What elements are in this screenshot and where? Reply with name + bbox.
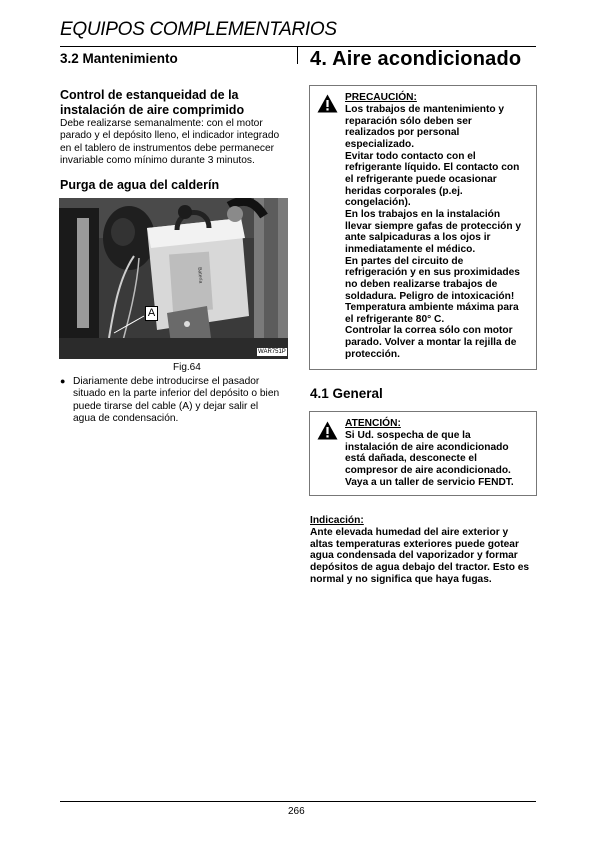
note-line: Ante elevada humedad del aire exterior y: [310, 527, 509, 538]
caution-line: heridas corporales (p.ej.: [345, 185, 463, 197]
header-rule: [60, 46, 536, 47]
caution-line: llevar siempre gafas de protección y: [345, 220, 522, 232]
attention-text: [345, 430, 535, 488]
caution-line: soldadura. Peligro de intoxicación!: [345, 290, 515, 302]
caution-line: Los trabajos de mantenimiento y: [345, 104, 505, 115]
attention-heading: ATENCIÓN:: [345, 418, 401, 429]
caution-line: refrigeración y en sus proximidades: [345, 267, 520, 279]
paragraph-line: parado y el depósito lleno, el indicador integrado: [60, 130, 280, 142]
caution-text: [345, 104, 535, 360]
subsection-general-title: 4.1 General: [310, 386, 383, 401]
caution-line: el refrigerante puede ocasionar: [345, 173, 497, 185]
caution-line: Temperatura ambiente máxima para: [345, 302, 519, 314]
figure-caption: Fig.64: [173, 362, 201, 373]
caution-line: En los trabajos en la instalación: [345, 208, 501, 220]
caution-line: protección.: [345, 348, 400, 360]
caution-line: En partes del circuito de: [345, 255, 464, 267]
column-divider: [297, 46, 298, 64]
attention-line: compresor de aire acondicionado.: [345, 464, 511, 476]
caution-line: especializado.: [345, 138, 415, 150]
figure-64-photo: [59, 198, 288, 359]
attention-line: Si Ud. sospecha de que la: [345, 430, 471, 441]
note-line: depósitos de agua debajo del tractor. Esto es: [310, 561, 530, 573]
subsection-air-tightness-title: Control de estanqueidad de la instalación de aire comprimido: [60, 88, 245, 117]
bullet-instruction: [73, 376, 298, 425]
caution-line: ante salpicaduras a los ojos ir: [345, 232, 491, 244]
caution-line: el refrigerante 80° C.: [345, 313, 445, 325]
paragraph-line: invariable como mínimo durante 3 minutos.: [60, 154, 255, 166]
note-line: agua condensada del vaporizador y formar: [310, 550, 518, 562]
caution-line: parado. Volver a montar la rejilla de: [345, 337, 517, 349]
bullet-line: situado en la parte inferior del depósito o bien: [73, 388, 280, 400]
note-line: normal y no significa que haya fugas.: [310, 573, 492, 585]
caution-line: inmediatamente el médico.: [345, 243, 476, 255]
attention-line: Vaya a un taller de servicio FENDT.: [345, 476, 514, 488]
callout-label-a: A: [145, 306, 158, 321]
bullet-line: agua de condensación.: [73, 412, 179, 424]
attention-box: [309, 411, 537, 496]
bullet-line: Diariamente debe introducirse el pasador: [73, 376, 260, 387]
paragraph-line: Debe realizarse semanalmente: con el motor: [60, 118, 263, 129]
warning-triangle-icon: [317, 421, 338, 440]
caution-box: [309, 85, 537, 370]
section-title-maintenance: 3.2 Mantenimiento: [60, 51, 178, 66]
note-text: [310, 527, 536, 585]
attention-line: instalación de aire acondicionado: [345, 441, 509, 453]
paragraph-line: en el tablero de instrumentos debe permanecer: [60, 142, 275, 154]
page-header-title: EQUIPOS COMPLEMENTARIOS: [60, 19, 337, 40]
air-tank-battery-illustration: [59, 198, 288, 359]
figure-code: WAR751P: [258, 349, 286, 355]
note-line: altas temperaturas exteriores puede gotear: [310, 538, 519, 550]
caution-line: refrigerante líquido. El contacto con: [345, 162, 520, 174]
battery-label: Batería: [196, 267, 204, 284]
caution-line: congelación).: [345, 197, 411, 209]
caution-heading: PRECAUCIÓN:: [345, 92, 417, 103]
footer-rule: [60, 801, 536, 802]
bullet-line: puede tirarse del cable (A) y dejar salir el: [73, 400, 259, 412]
caution-line: Controlar la correa sólo con motor: [345, 325, 513, 337]
note-heading: Indicación:: [310, 515, 364, 526]
section-title-air-conditioning: 4. Aire acondicionado: [310, 48, 522, 70]
caution-line: Evitar todo contacto con el: [345, 150, 476, 162]
caution-line: reparación sólo deben ser: [345, 115, 472, 127]
caution-line: realizados por personal: [345, 127, 460, 139]
page-number: 266: [288, 806, 305, 817]
warning-triangle-icon: [317, 94, 338, 113]
air-tightness-paragraph: [60, 118, 295, 167]
subsection-tank-drain-title: Purga de agua del calderín: [60, 178, 220, 192]
attention-line: está dañada, desconecte el: [345, 453, 477, 465]
caution-line: no deben realizarse trabajos de: [345, 278, 498, 290]
bullet-icon: ●: [60, 376, 66, 386]
